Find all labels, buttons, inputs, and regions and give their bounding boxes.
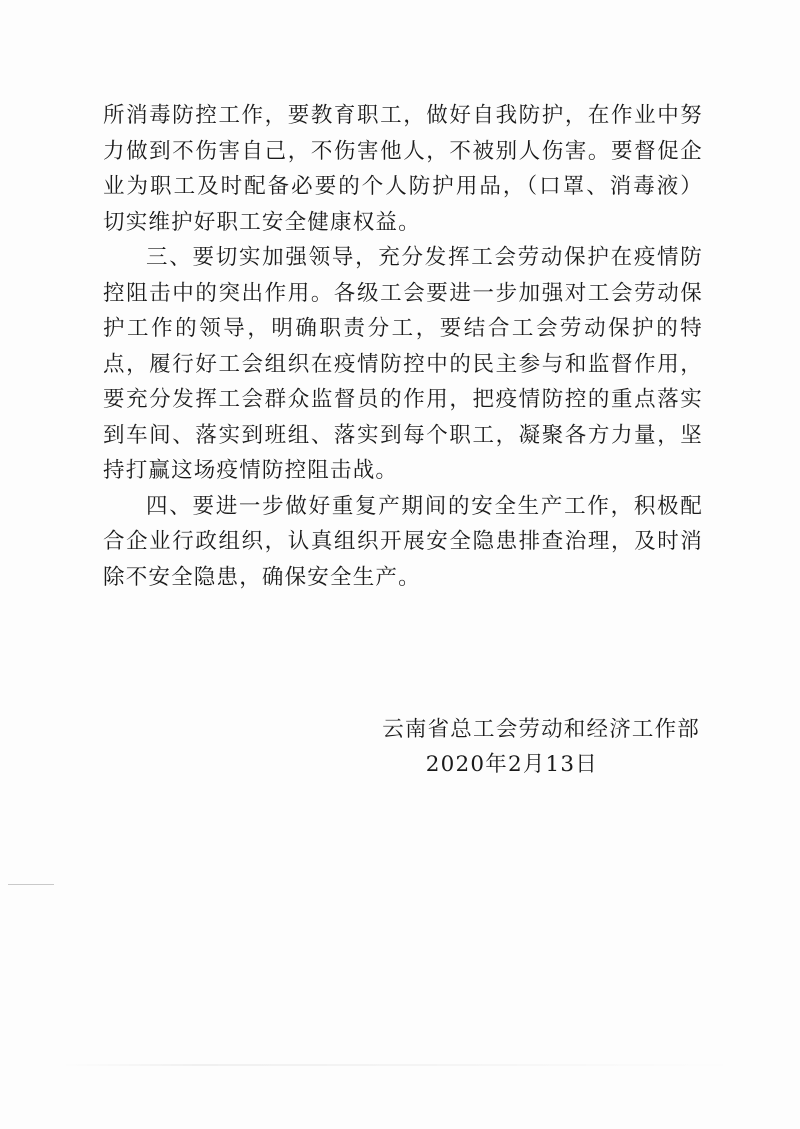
paragraph-section-four: 四、要进一步做好重复产期间的安全生产工作，积极配合企业行政组织，认真组织开展安全隐患排查治理，及时消除不安全隐患，确保安全生产。 bbox=[103, 493, 703, 590]
paragraph-continuation: 所消毒防控工作，要教育职工，做好自我防护，在作业中努力做到不伤害自己，不伤害他人，不被别人伤害。要督促企业为职工及时配备必要的个人防护用品，（口罩、消毒液）切实维护好职工安全健康权益。 bbox=[103, 103, 703, 235]
scan-artifact bbox=[60, 1064, 740, 1066]
margin-mark bbox=[8, 884, 54, 885]
document-body bbox=[103, 98, 703, 595]
signature-date: 2020年2月13日 bbox=[425, 752, 598, 777]
signature-organization: 云南省总工会劳动和经济工作部 bbox=[382, 717, 700, 742]
paragraph-section-three: 三、要切实加强领导，充分发挥工会劳动保护在疫情防控阻击中的突出作用。各级工会要进一步加强对工会劳动保护工作的领导，明确职责分工，要结合工会劳动保护的特点，履行好工会组织在疫情防控中的民主参与和监督作用，要充分发挥工会群众监督员的作用，把疫情防控的重点落实到车间、落实到班组、落实到每个职工，凝聚各方力量，坚持打赢这场疫情防控阻击战。 bbox=[103, 245, 703, 483]
